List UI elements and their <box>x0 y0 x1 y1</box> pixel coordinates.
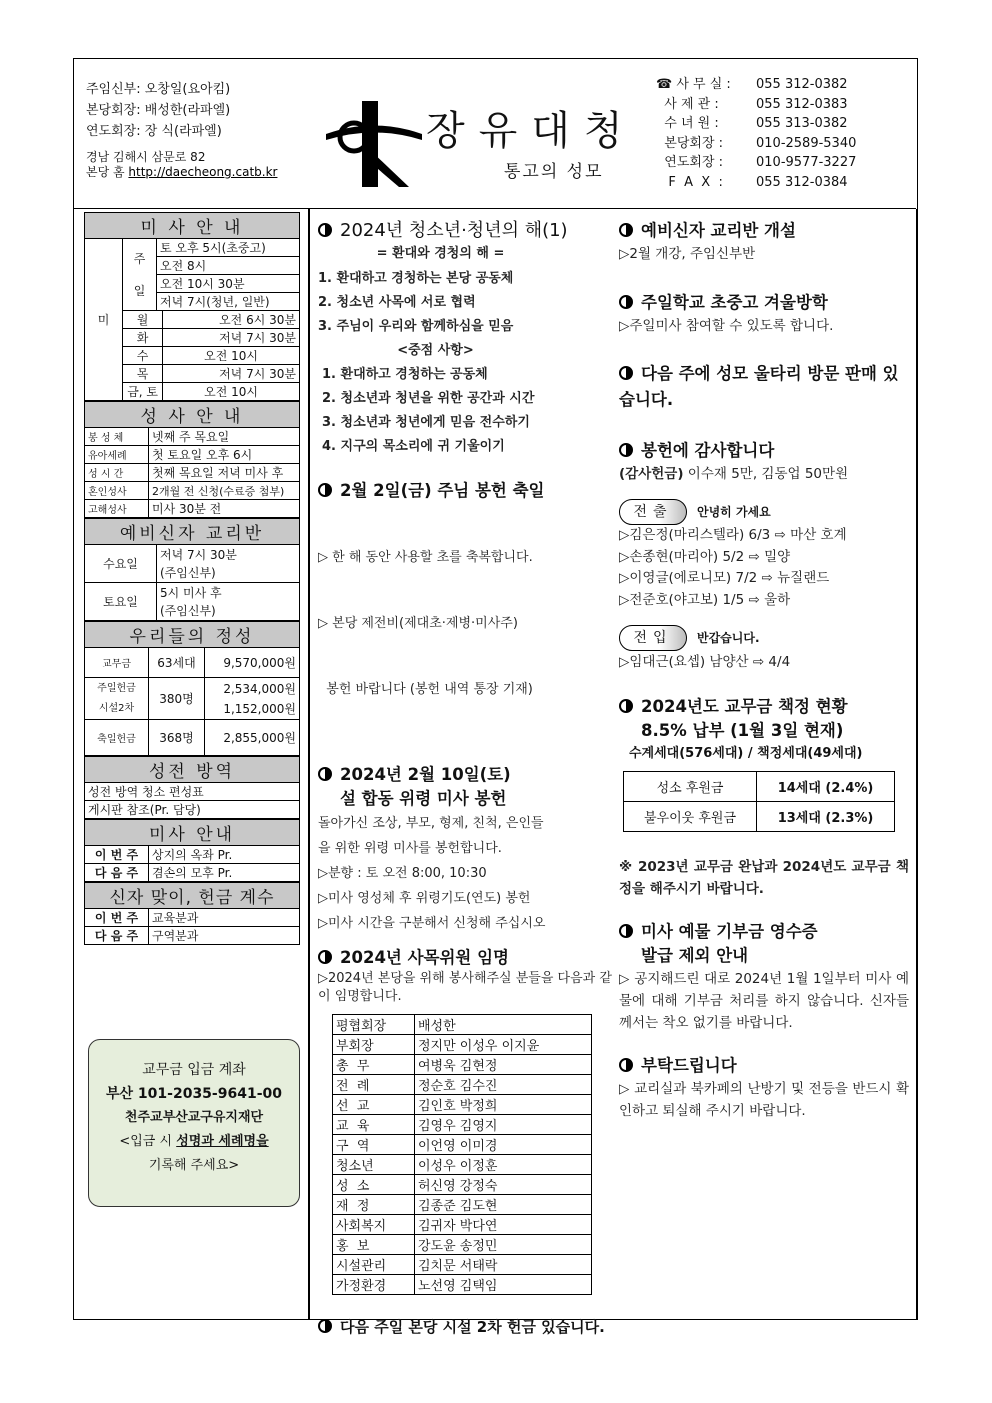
staff-line: 주임신부: 오창일(요아킴) <box>86 82 231 97</box>
bulletin-title: 장유대청 <box>426 108 637 154</box>
section-title: 예비신자 교리반 <box>85 519 300 545</box>
tithe-heading: 2024년도 교무금 책정 현황 8.5% 납부 (1월 3일 현재) <box>619 695 909 743</box>
officer-names: 노선영 김택임 <box>415 1275 592 1295</box>
contact-row: 사 제 관 : 055 312-0383 <box>656 96 848 112</box>
contact-row: ☎ 사 무 실 : 055 312-0382 <box>656 77 848 92</box>
transfer-in-badge: 전입 <box>619 625 687 651</box>
weekday: 수 <box>123 347 163 365</box>
half-circle-icon <box>619 1058 633 1072</box>
home-link[interactable]: http://daecheong.catb.kr <box>128 165 278 179</box>
sacrament-name: 봉 성 체 <box>85 428 149 446</box>
section-title: 미사 안내 <box>85 820 300 846</box>
school-heading: 주일학교 초중고 겨울방학 <box>619 291 909 315</box>
section-title: 신자 맞이, 헌금 계수 <box>85 883 300 909</box>
officer-role: 부회장 <box>333 1035 415 1055</box>
youth-list: 1. 환대하고 경청하는 본당 공동체 2. 청소년 사목에 서로 협력 3. 주님이 우리와 함께하심을 믿음 <box>318 271 514 334</box>
sacrament-table <box>84 401 300 518</box>
memorial-text: 돌아가신 조상, 부모, 형제, 친척, 은인들 을 위한 위령 미사를 봉헌합니다. ▷분향 : 토 오전 8:00, 10:30 ▷미사 영성체 후 위령기도(연도) 봉헌 ▷미사 시간을 구분해서 신청해 주십시오 <box>318 816 546 931</box>
thanks-heading: 봉헌에 감사합니다 <box>619 439 909 463</box>
officer-names: 김종준 김도현 <box>415 1195 592 1215</box>
request-heading: 부탁드립니다 <box>619 1054 909 1078</box>
class-day: 토요일 <box>85 583 157 621</box>
officer-role: 선 교 <box>333 1095 415 1115</box>
officer-names: 정순호 김수진 <box>415 1075 592 1095</box>
half-circle-icon <box>318 483 332 497</box>
officer-row <box>333 1235 592 1255</box>
candlemas-heading: 2월 2일(금) 주님 봉헌 축일 <box>318 479 613 503</box>
mary-fence-heading: 다음 주에 성모 울타리 방문 판매 있습니다. <box>619 364 899 409</box>
bulletin-frame <box>73 58 918 1336</box>
sacrament-time: 2개월 전 신청(수료증 첨부) <box>149 482 300 500</box>
weekday-time: 저녁 7시 30분 <box>163 329 300 347</box>
weekday: 화 <box>123 329 163 347</box>
officer-row <box>333 1195 592 1215</box>
half-circle-icon <box>619 924 633 938</box>
receipt-heading: 미사 예물 기부금 영수증 발급 제외 안내 <box>619 920 909 968</box>
officer-intro: ▷2024년 본당을 위해 봉사해주실 분들을 다음과 같이 임명합니다. <box>318 971 612 1004</box>
officer-row <box>333 1135 592 1155</box>
catechumen-heading: 예비신자 교리반 개설 <box>619 219 909 243</box>
receipt-text: ▷ 공지해드린 대로 2024년 1월 1일부터 미사 예물에 대해 기부금 처리를 하지 않습니다. 신자들께서는 착오 없기를 바랍니다. <box>619 971 909 1031</box>
officer-row <box>333 1055 592 1075</box>
tithe-table: 성소 후원금 14세대 (2.4%) 불우이웃 후원금 13세대 (2.3%) <box>623 771 895 832</box>
catechumen-table <box>84 518 300 621</box>
focus-heading: <중점 사항> <box>397 343 474 358</box>
half-circle-icon <box>619 295 633 309</box>
weekday: 목 <box>123 365 163 383</box>
officer-names: 이성우 이정훈 <box>415 1155 592 1175</box>
class-time: 저녁 7시 30분 (주임신부) <box>157 545 300 583</box>
transfer-out-badge: 전출 <box>619 499 687 525</box>
weekday-time: 오전 10시 <box>163 347 300 365</box>
contact-row: F A X : 055 312-0384 <box>656 174 848 190</box>
section-title: 미 사 안 내 <box>85 213 300 239</box>
cleaning-note: 게시판 참조(Pr. 담당) <box>85 801 300 819</box>
next-week-heading: 다음 주일 본당 시설 2차 헌금 있습니다. <box>318 1315 613 1339</box>
class-day: 수요일 <box>85 545 157 583</box>
offering-count: 63세대 <box>149 648 205 678</box>
youth-heading: 2024년 청소년·청년의 해(1) <box>318 219 613 243</box>
staff-info <box>86 79 277 180</box>
thanks-text: (감사헌금) 이수재 5만, 김동업 50만원 <box>619 466 849 482</box>
focus-list: 1. 환대하고 경청하는 공동체 2. 청소년과 청년을 위한 공간과 시간 3. 청소년과 청년에게 믿음 전수하기 4. 지구의 목소리에 귀 기울이기 <box>322 367 535 454</box>
sacrament-time: 첫째 목요일 저녁 미사 후 <box>149 464 300 482</box>
week-label: 이 번 주 <box>85 846 149 864</box>
officer-row <box>333 1095 592 1115</box>
school-text: ▷주일미사 참여할 수 있도록 합니다. <box>619 318 834 334</box>
officer-row <box>333 1155 592 1175</box>
sunday-time: 오전 8시 <box>157 257 300 275</box>
half-circle-icon <box>318 1319 332 1333</box>
sacrament-name: 혼인성사 <box>85 482 149 500</box>
offering-type: 주일헌금 시설2차 <box>85 678 149 720</box>
officer-names: 김귀자 박다연 <box>415 1215 592 1235</box>
officer-row <box>333 1275 592 1295</box>
section-title: 성 사 안 내 <box>85 402 300 428</box>
officer-role: 총 무 <box>333 1055 415 1075</box>
tithe-subtitle: 수계세대(576세대) / 책정세대(49세대) <box>629 746 863 761</box>
home-label: 본당 홈 <box>86 165 129 179</box>
transfer-out-list: ▷김은정(마리스텔라) 6/3 ⇨ 마산 호계 ▷손종현(마리아) 5/2 ⇨ 밀양 ▷이영글(에로니모) 7/2 ⇨ 뉴질랜드 ▷전준호(야고보) 1/5 ⇨ 울하 <box>619 527 847 608</box>
section-title: 우리들의 정성 <box>85 622 300 648</box>
account-number: 부산 101-2035-9641-00 <box>106 1086 282 1102</box>
account-holder: 천주교부산교구유지재단 <box>124 1110 264 1125</box>
sunday-time: 오전 10시 30분 <box>157 275 300 293</box>
sacrament-time: 넷째 주 목요일 <box>149 428 300 446</box>
offering-type: 교무금 <box>85 648 149 678</box>
officer-role: 성 소 <box>333 1175 415 1195</box>
header <box>74 59 916 209</box>
staff-line: 연도회장: 장 식(라파엘) <box>86 124 222 139</box>
address: 경남 김해시 삼문로 82 <box>86 150 206 164</box>
offering-type: 축일헌금 <box>85 720 149 756</box>
cleaning-note: 성전 방역 청소 편성표 <box>85 783 300 801</box>
request-text: ▷ 교리실과 북카페의 난방기 및 전등을 반드시 확인하고 퇴실해 주시기 바랍니다. <box>619 1081 909 1119</box>
officer-names: 정지만 이성우 이지윤 <box>415 1035 592 1055</box>
officer-role: 가정환경 <box>333 1275 415 1295</box>
half-circle-icon <box>318 950 332 964</box>
account-note: <입금 시 성명과 세례명을 <box>119 1134 269 1149</box>
officer-role: 교 육 <box>333 1115 415 1135</box>
contact-row: 본당회장 : 010-2589-5340 <box>656 135 857 151</box>
left-column <box>84 212 300 945</box>
officer-role: 시설관리 <box>333 1255 415 1275</box>
half-circle-icon <box>619 223 633 237</box>
half-circle-icon <box>318 223 332 237</box>
label-mi: 미 <box>85 239 123 401</box>
officer-row <box>333 1215 592 1235</box>
middle-column <box>318 219 613 1339</box>
officer-names: 김영우 김영지 <box>415 1115 592 1135</box>
cleaning-table <box>84 756 300 819</box>
sunday-time: 저녁 7시(청년, 일반) <box>157 293 300 311</box>
officer-names: 김인호 박정희 <box>415 1095 592 1115</box>
sacrament-name: 성 시 간 <box>85 464 149 482</box>
catechumen-text: ▷2월 개강, 주임신부반 <box>619 246 756 262</box>
greeting-table <box>84 882 300 945</box>
mass-guide-table <box>84 819 300 882</box>
tithe-note: ※ 2023년 교무금 완납과 2024년도 교무금 책정을 해주시기 바랍니다. <box>619 859 909 897</box>
weekday: 월 <box>123 311 163 329</box>
weekday: 금, 토 <box>123 383 163 401</box>
greeting-group: 교육분과 <box>149 909 300 927</box>
transfer-in <box>619 625 909 651</box>
welcome-text: 반갑습니다. <box>697 631 760 645</box>
candlemas-text: ▷ 한 해 동안 사용할 초를 축복합니다. ▷ 본당 제전비(제대초·제병·미사주) 봉헌 바랍니다 (봉헌 내역 통장 기재) <box>318 550 533 697</box>
week-label: 이 번 주 <box>85 909 149 927</box>
account-box <box>88 1039 300 1207</box>
officer-role: 청소년 <box>333 1155 415 1175</box>
account-title: 교무금 입금 계좌 <box>142 1062 246 1078</box>
offering-amount: 2,855,000원 <box>205 720 300 756</box>
officer-row <box>333 1175 592 1195</box>
officer-names: 배성한 <box>415 1015 592 1035</box>
officer-role: 전 례 <box>333 1075 415 1095</box>
sacrament-name: 유아세례 <box>85 446 149 464</box>
week-label: 다 음 주 <box>85 927 149 945</box>
section-title: 성전 방역 <box>85 757 300 783</box>
memorial-heading: 2024년 2월 10일(토) 설 합동 위령 미사 봉헌 <box>318 763 613 811</box>
youth-motto: = 환대와 경청의 해 = <box>376 246 505 261</box>
label-sunday: 주 일 <box>123 239 157 311</box>
officer-row <box>333 1255 592 1275</box>
contact-row: 수 녀 원 : 055 313-0382 <box>656 116 848 131</box>
half-circle-icon <box>619 443 633 457</box>
officer-role: 사회복지 <box>333 1215 415 1235</box>
sacrament-time: 첫 토요일 오후 6시 <box>149 446 300 464</box>
offering-count: 380명 <box>149 678 205 720</box>
officer-names: 김치문 서태락 <box>415 1255 592 1275</box>
column-divider <box>308 209 310 1319</box>
half-circle-icon <box>619 699 633 713</box>
half-circle-icon <box>619 366 633 380</box>
officer-role: 평협회장 <box>333 1015 415 1035</box>
farewell-text: 안녕히 가세요 <box>697 505 771 519</box>
officer-table <box>332 1014 592 1295</box>
sacrament-name: 고해성사 <box>85 500 149 518</box>
bulletin-subtitle: 통고의 성모 <box>504 162 604 182</box>
sunday-time: 토 오후 5시(초중고) <box>157 239 300 257</box>
officer-names: 이언영 이미경 <box>415 1135 592 1155</box>
contact-row: 연도회장 : 010-9577-3227 <box>656 155 857 170</box>
half-circle-icon <box>318 767 332 781</box>
greeting-group: 구역분과 <box>149 927 300 945</box>
mass-group: 상지의 옥좌 Pr. <box>149 846 300 864</box>
offering-count: 368명 <box>149 720 205 756</box>
officer-names: 허신영 강정숙 <box>415 1175 592 1195</box>
right-column <box>619 219 909 1122</box>
sacrament-time: 미사 30분 전 <box>149 500 300 518</box>
weekday-time: 오전 10시 <box>163 383 300 401</box>
officer-row <box>333 1015 592 1035</box>
staff-line: 본당회장: 배성한(라파엘) <box>86 103 231 118</box>
officer-row <box>333 1075 592 1095</box>
officer-row <box>333 1035 592 1055</box>
account-note: 기록해 주세요> <box>148 1158 240 1173</box>
officer-heading: 2024년 사목위원 임명 <box>318 946 613 970</box>
officer-role: 구 역 <box>333 1135 415 1155</box>
transfer-in-item: ▷임대근(요셉) 남양산 ⇨ 4/4 <box>619 654 791 670</box>
offering-table <box>84 621 300 756</box>
church-cross-logo <box>324 99 424 189</box>
mass-schedule-table <box>84 212 300 401</box>
week-label: 다 음 주 <box>85 864 149 882</box>
officer-role: 재 정 <box>333 1195 415 1215</box>
mass-group: 겸손의 모후 Pr. <box>149 864 300 882</box>
weekday-time: 저녁 7시 30분 <box>163 365 300 383</box>
offering-amount: 9,570,000원 <box>205 648 300 678</box>
contact-list <box>656 75 856 192</box>
officer-names: 여병욱 김현정 <box>415 1055 592 1075</box>
transfer-out <box>619 499 909 525</box>
column-divider <box>916 209 918 1319</box>
officer-role: 홍 보 <box>333 1235 415 1255</box>
offering-amount: 2,534,000원 1,152,000원 <box>205 678 300 720</box>
class-time: 5시 미사 후 (주임신부) <box>157 583 300 621</box>
officer-names: 강도윤 송정민 <box>415 1235 592 1255</box>
weekday-time: 오전 6시 30분 <box>163 311 300 329</box>
officer-row <box>333 1115 592 1135</box>
